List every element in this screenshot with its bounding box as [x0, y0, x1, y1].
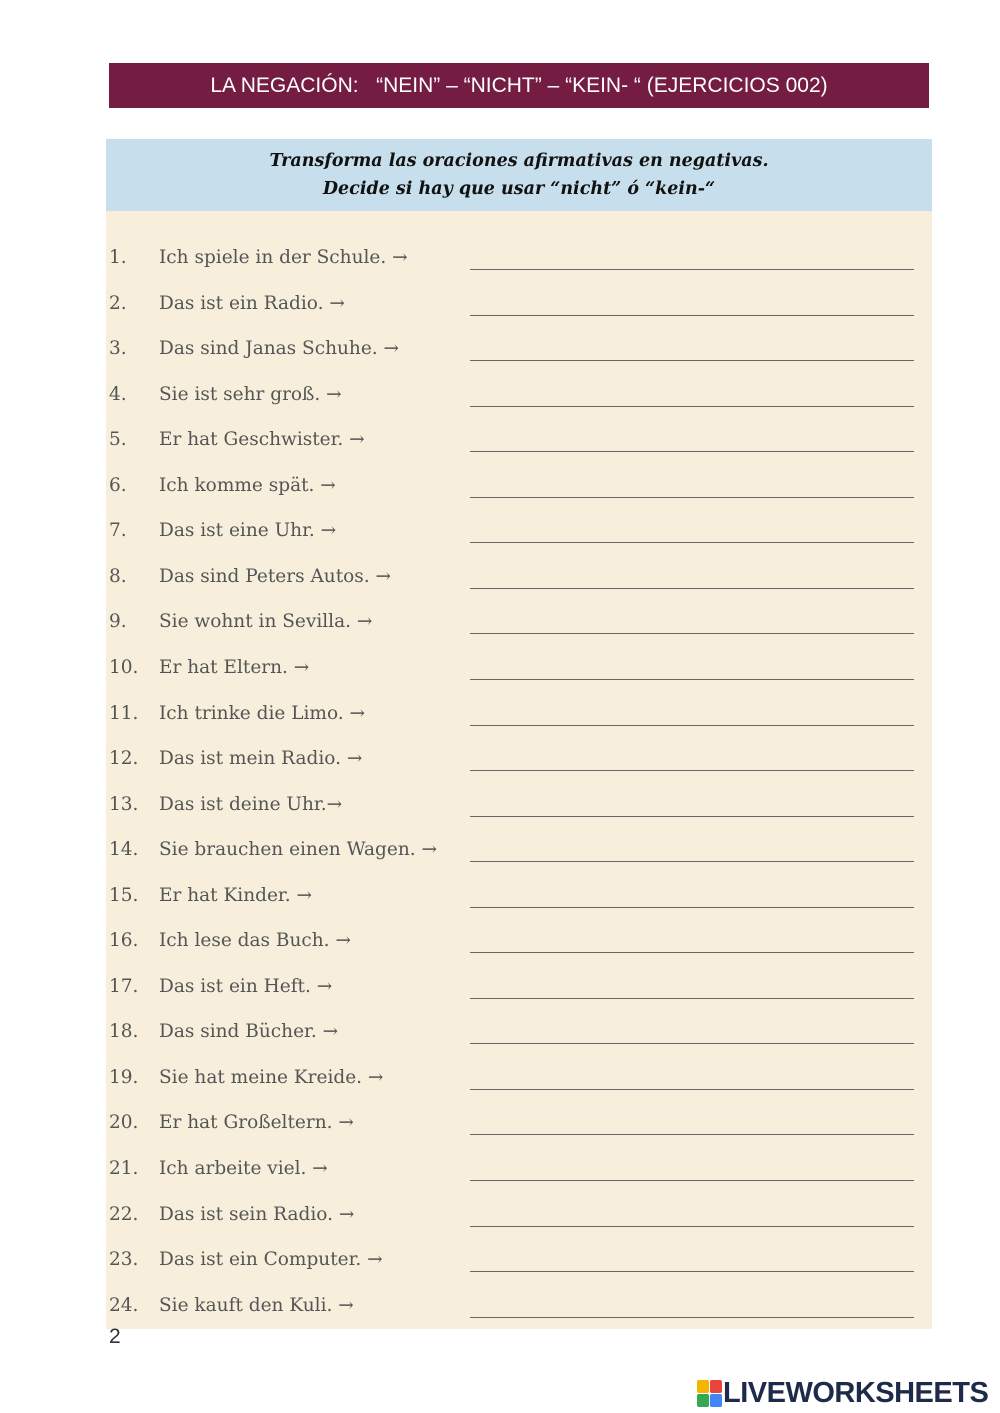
worksheet-title: LA NEGACIÓN: “NEIN” – “NICHT” – “KEIN- “ (EJERCICIOS 002): [109, 63, 929, 108]
logo-mark-icon: [697, 1380, 721, 1406]
answer-input[interactable]: [470, 315, 914, 316]
exercise-number: 19.: [109, 1066, 139, 1088]
exercise-row: [106, 794, 932, 824]
answer-input[interactable]: [470, 360, 914, 361]
exercise-sentence: Ich lese das Buch. →: [159, 930, 351, 952]
exercise-number: 5.: [109, 429, 127, 451]
exercise-sentence: Er hat Kinder. →: [159, 884, 313, 906]
exercise-number: 14.: [109, 839, 139, 861]
exercise-row: [106, 1067, 932, 1097]
exercise-number: 2.: [109, 292, 127, 314]
exercise-sentence: Sie hat meine Kreide. →: [159, 1066, 384, 1088]
exercise-number: 3.: [109, 338, 127, 360]
exercise-row: [106, 566, 932, 596]
page-number: 2: [109, 1325, 121, 1348]
exercise-number: 1.: [109, 247, 127, 268]
exercise-sentence: Ich trinke die Limo. →: [159, 702, 366, 724]
exercise-number: 7.: [109, 520, 127, 542]
exercise-sentence: Er hat Geschwister. →: [159, 429, 365, 451]
exercise-number: 11.: [109, 702, 139, 724]
exercise-row: [106, 293, 932, 323]
exercise-row: [106, 839, 932, 869]
exercise-sentence: Sie wohnt in Sevilla. →: [159, 611, 373, 633]
answer-input[interactable]: [470, 861, 914, 862]
answer-input[interactable]: [470, 1043, 914, 1044]
exercise-number: 16.: [109, 930, 139, 952]
exercise-sentence: Das sind Janas Schuhe. →: [159, 338, 400, 360]
exercise-row: [106, 885, 932, 915]
exercise-row: [106, 976, 932, 1006]
exercise-row: [106, 1112, 932, 1142]
answer-input[interactable]: [470, 633, 914, 634]
exercise-sentence: Er hat Großeltern. →: [159, 1112, 354, 1134]
exercise-number: 8.: [109, 565, 127, 587]
exercise-row: [106, 611, 932, 641]
exercise-row: [106, 748, 932, 778]
answer-input[interactable]: [470, 451, 914, 452]
exercise-number: 18.: [109, 1021, 139, 1043]
exercise-sentence: Das ist sein Radio. →: [159, 1203, 355, 1225]
exercise-sentence: Sie ist sehr groß. →: [159, 383, 342, 405]
answer-input[interactable]: [470, 907, 914, 908]
exercise-row: [106, 657, 932, 687]
exercise-sentence: Sie kauft den Kuli. →: [159, 1294, 354, 1316]
exercise-number: 12.: [109, 748, 139, 770]
exercise-sentence: Das sind Bücher. →: [159, 1021, 339, 1043]
exercise-sentence: Sie brauchen einen Wagen. →: [159, 839, 437, 861]
exercise-row: [106, 1021, 932, 1051]
exercise-row: [106, 1295, 932, 1325]
exercise-row: [106, 1204, 932, 1234]
answer-input[interactable]: [470, 1134, 914, 1135]
exercise-number: 21.: [109, 1158, 139, 1179]
answer-input[interactable]: [470, 1180, 914, 1181]
exercise-row: [106, 384, 932, 414]
exercise-sentence: Das ist eine Uhr. →: [159, 520, 337, 542]
exercise-row: [106, 930, 932, 960]
exercise-sentence: Ich komme spät. →: [159, 474, 336, 496]
exercise-row: [106, 703, 932, 733]
answer-input[interactable]: [470, 406, 914, 407]
exercise-number: 6.: [109, 474, 127, 496]
exercise-row: [106, 1158, 932, 1188]
answer-input[interactable]: [470, 770, 914, 771]
answer-input[interactable]: [470, 269, 914, 270]
exercise-sentence: Das ist ein Radio. →: [159, 292, 345, 314]
instruction-line-2: Decide si hay que usar “nicht” ó “kein-“: [322, 179, 716, 199]
answer-input[interactable]: [470, 1317, 914, 1318]
exercise-number: 24.: [109, 1294, 139, 1316]
answer-input[interactable]: [470, 542, 914, 543]
exercise-panel: [106, 139, 932, 1329]
answer-input[interactable]: [470, 952, 914, 953]
exercise-row: [106, 247, 932, 277]
answer-input[interactable]: [470, 1271, 914, 1272]
answer-input[interactable]: [470, 725, 914, 726]
exercise-sentence: Er hat Eltern. →: [159, 656, 310, 678]
exercise-sentence: Ich arbeite viel. →: [159, 1158, 328, 1179]
exercise-sentence: Das ist ein Computer. →: [159, 1249, 383, 1271]
exercise-sentence: Ich spiele in der Schule. →: [159, 247, 408, 268]
exercise-number: 9.: [109, 611, 127, 633]
exercise-number: 13.: [109, 793, 139, 815]
exercise-number: 17.: [109, 975, 139, 997]
exercise-row: [106, 429, 932, 459]
exercise-sentence: Das ist ein Heft. →: [159, 975, 333, 997]
exercise-sentence: Das sind Peters Autos. →: [159, 565, 392, 587]
exercise-number: 23.: [109, 1249, 139, 1271]
exercise-row: [106, 338, 932, 368]
exercise-number: 4.: [109, 383, 127, 405]
instruction-line-1: Transforma las oraciones afirmativas en negativas.: [269, 151, 769, 171]
exercise-list: [106, 139, 932, 1329]
exercise-number: 15.: [109, 884, 139, 906]
answer-input[interactable]: [470, 1089, 914, 1090]
answer-input[interactable]: [470, 1226, 914, 1227]
answer-input[interactable]: [470, 998, 914, 999]
exercise-sentence: Das ist mein Radio. →: [159, 748, 363, 770]
logo-text: LIVEWORKSHEETS: [723, 1376, 989, 1409]
exercise-row: [106, 1249, 932, 1279]
answer-input[interactable]: [470, 816, 914, 817]
answer-input[interactable]: [470, 679, 914, 680]
exercise-row: [106, 475, 932, 505]
exercise-number: 22.: [109, 1203, 139, 1225]
exercise-row: [106, 520, 932, 550]
answer-input[interactable]: [470, 497, 914, 498]
answer-input[interactable]: [470, 588, 914, 589]
liveworksheets-logo: [697, 1378, 988, 1408]
exercise-sentence: Das ist deine Uhr.→: [159, 793, 343, 815]
exercise-number: 20.: [109, 1112, 139, 1134]
exercise-number: 10.: [109, 656, 139, 678]
